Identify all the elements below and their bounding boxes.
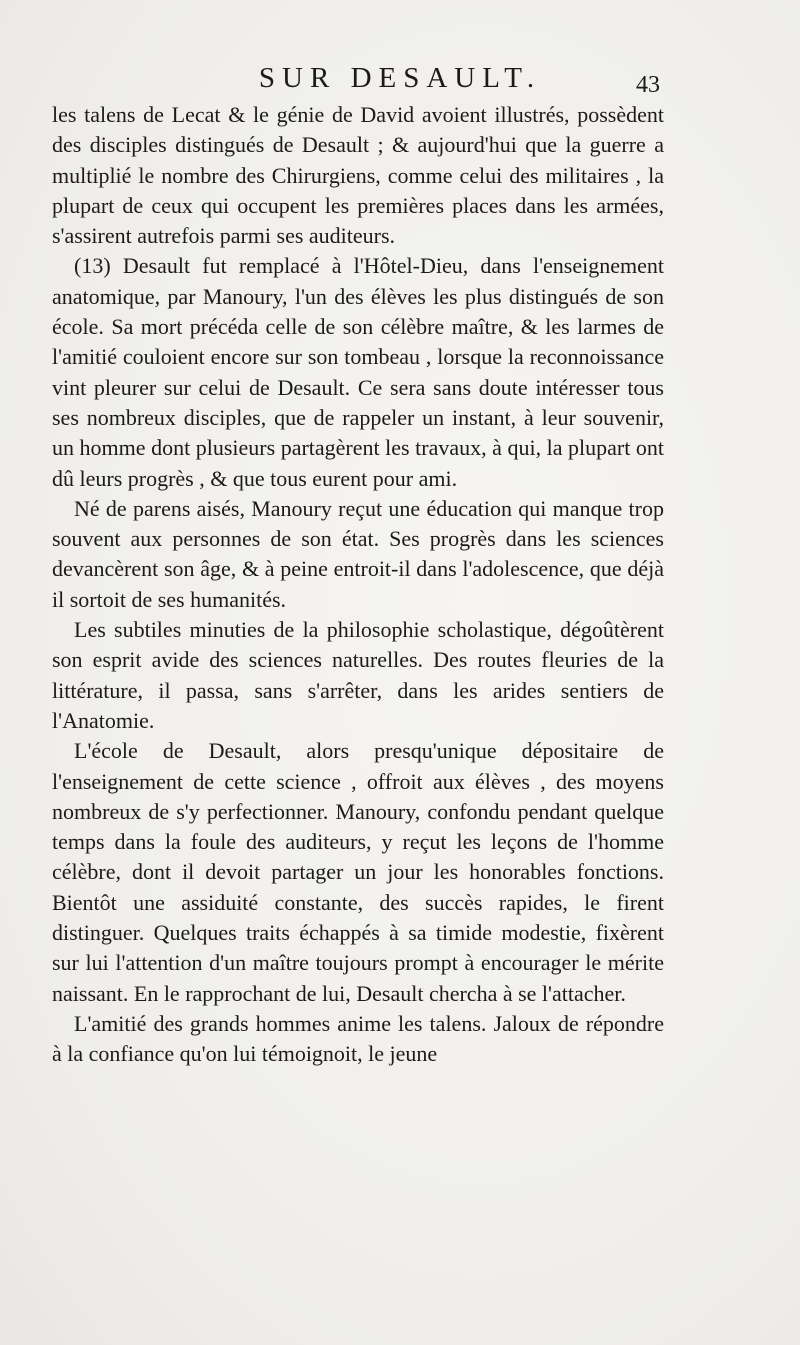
paragraph-amitie: L'amitié des grands hommes anime les talens. Jaloux de répondre à la confiance qu'on lui témoignoit, le jeune [52,1010,664,1067]
paragraph-ecole-desault: L'école de Desault, alors presqu'unique dépositaire de l'enseignement de cette science , offroit aux élèves , des moyens nombreux de s'y perfectionner. Manoury, confondu pendant quelque temps dans la foule des auditeurs, y reçut les leçons de l'homme célèbre, dont il devoit partager un jour les honorables fonctions. Bientôt une assiduité constante, des succès rapides, le firent distinguer. Quelques traits échappés à sa timide modestie, fixèrent sur lui l'attention d'un maître toujours prompt à encourager le mérite naissant. En le rapprochant de lui, Desault chercha à se l'attacher. [52,738,664,1006]
running-head [0,62,800,102]
body-text [52,100,664,1070]
paragraph-manoury-birth: Né de parens aisés, Manoury reçut une éducation qui manque trop souvent aux personnes de son état. Ses progrès dans les sciences devancèrent son âge, & à peine entroit-il dans l'adolescence, que déjà il sortoit de ses humanités. [52,495,664,612]
running-title: SUR DESAULT. [258,62,542,94]
paragraph-continued: les talens de Lecat & le génie de David avoient illustrés, possèdent des disciples distingués de Desault ; & aujourd'hui que la guerre a multiplié le nombre des Chirurgiens, comme celui des militaires , la plupart de ceux qui occupent les premières places dans les armées, s'assirent autrefois parmi ses auditeurs. [52,102,664,249]
page-number: 43 [636,72,660,98]
paragraph-note-13: (13) Desault fut remplacé à l'Hôtel-Dieu, dans l'enseignement anatomique, par Manoury, l'un des élèves les plus distingués de son école. Sa mort précéda celle de son célèbre maître, & les larmes de l'amitié couloient encore sur son tombeau , lorsque la reconnoissance vint pleurer sur celui de Desault. Ce sera sans doute intéresser tous ses nombreux disciples, que de rappeler un instant, à leur souvenir, un homme dont plusieurs partagèrent les travaux, à qui, la plupart ont dû leurs progrès , & que tous eurent pour ami. [52,253,664,491]
paragraph-philosophy: Les subtiles minuties de la philosophie scholastique, dégoûtèrent son esprit avide des sciences naturelles. Des routes fleuries de la littérature, il passa, sans s'arrêter, dans les arides sentiers de l'Anatomie. [52,617,664,733]
